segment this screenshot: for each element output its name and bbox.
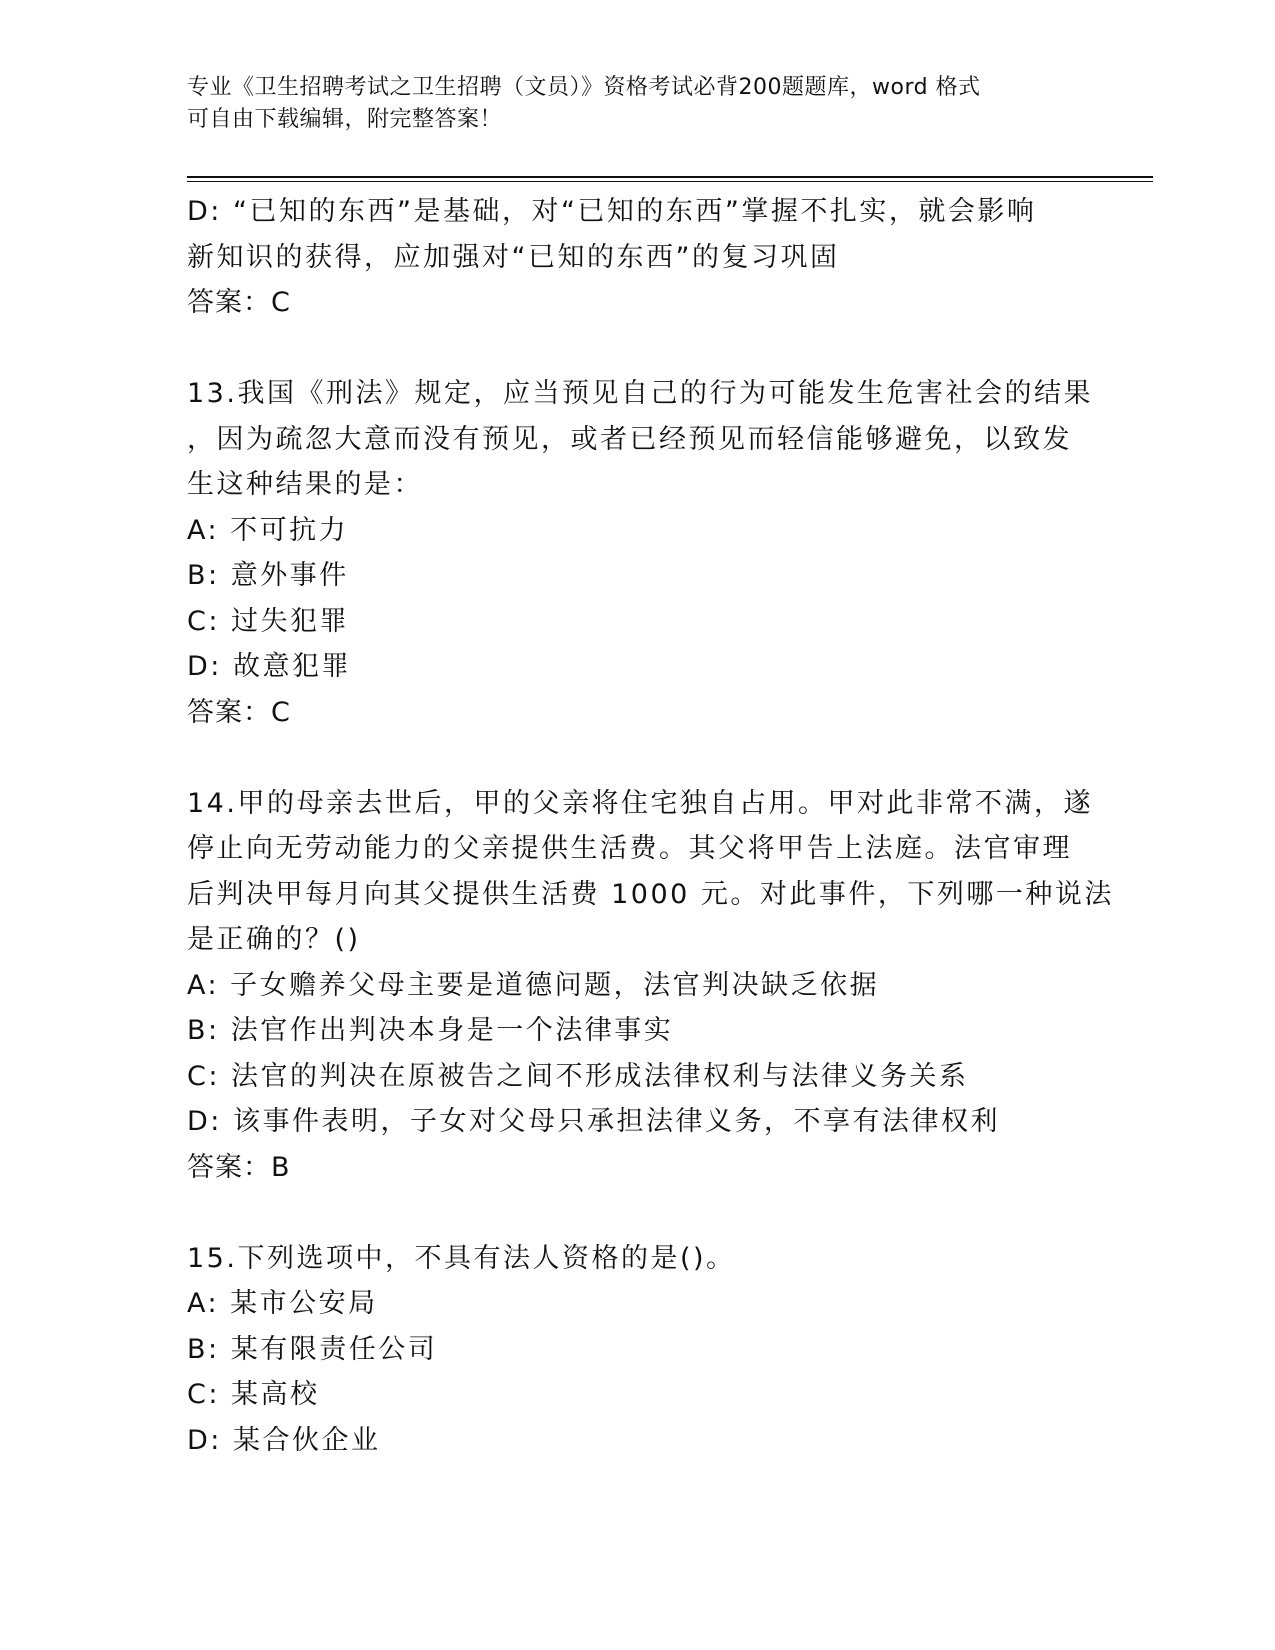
- option-d-continued: 新知识的获得，应加强对“已知的东西”的复习巩固: [187, 241, 840, 273]
- answer-line: 答案：B: [187, 1151, 291, 1183]
- option-a: A: 不可抗力: [187, 514, 349, 546]
- question-stem-continued: 后判决甲每月向其父提供生活费 1000 元。对此事件，下列哪一种说法: [187, 878, 1114, 910]
- header-line-2: 可自由下载编辑，附完整答案！: [187, 107, 503, 132]
- option-b: B: 意外事件: [187, 560, 349, 591]
- option-b: B: 某有限责任公司: [187, 1333, 438, 1365]
- question-15: [187, 1236, 1087, 1464]
- option-c: C: 法官的判决在原被告之间不形成法律权利与法律义务关系: [187, 1060, 969, 1092]
- header-divider-thick: [187, 176, 1153, 178]
- header-line-1: 专业《卫生招聘考试之卫生招聘（文员）》资格考试必背200题题库，word 格式: [187, 75, 981, 100]
- question-14: [187, 781, 1114, 1191]
- option-b: B: 法官作出判决本身是一个法律事实: [187, 1015, 674, 1046]
- document-header: [187, 72, 1087, 136]
- option-d: D: 某合伙企业: [187, 1424, 381, 1456]
- question-stem-continued: ，因为疏忽大意而没有预见，或者已经预见而轻信能够避免，以致发: [187, 423, 1072, 455]
- option-d: D: 该事件表明，子女对父母只承担法律义务，不享有法律权利: [187, 1106, 1000, 1137]
- answer-line: 答案：C: [187, 696, 291, 728]
- question-13: [187, 371, 1093, 735]
- option-c: C: 过失犯罪: [187, 605, 350, 637]
- option-d: D: 故意犯罪: [187, 651, 351, 682]
- prev-question-tail: [187, 189, 1087, 326]
- question-stem-continued: 生这种结果的是：: [187, 469, 423, 500]
- question-stem: 13.我国《刑法》规定，应当预见自己的行为可能发生危害社会的结果: [187, 378, 1093, 409]
- question-stem-continued: 是正确的？(): [187, 924, 361, 955]
- answer-line: 答案：C: [187, 287, 291, 318]
- question-stem: 15.下列选项中，不具有法人资格的是()。: [187, 1242, 736, 1274]
- option-a: A: 某市公安局: [187, 1288, 378, 1319]
- option-a: A: 子女赡养父母主要是道德问题，法官判决缺乏依据: [187, 969, 880, 1001]
- option-c: C: 某高校: [187, 1379, 320, 1410]
- question-stem: 14.甲的母亲去世后，甲的父亲将住宅独自占用。甲对此非常不满，遂: [187, 787, 1093, 819]
- header-divider-thin: [187, 181, 1153, 182]
- question-stem-continued: 停止向无劳动能力的父亲提供生活费。其父将甲告上法庭。法官审理: [187, 833, 1072, 864]
- document-body: [187, 189, 1114, 1463]
- option-d: D: “已知的东西”是基础，对“已知的东西”掌握不扎实，就会影响: [187, 196, 1037, 227]
